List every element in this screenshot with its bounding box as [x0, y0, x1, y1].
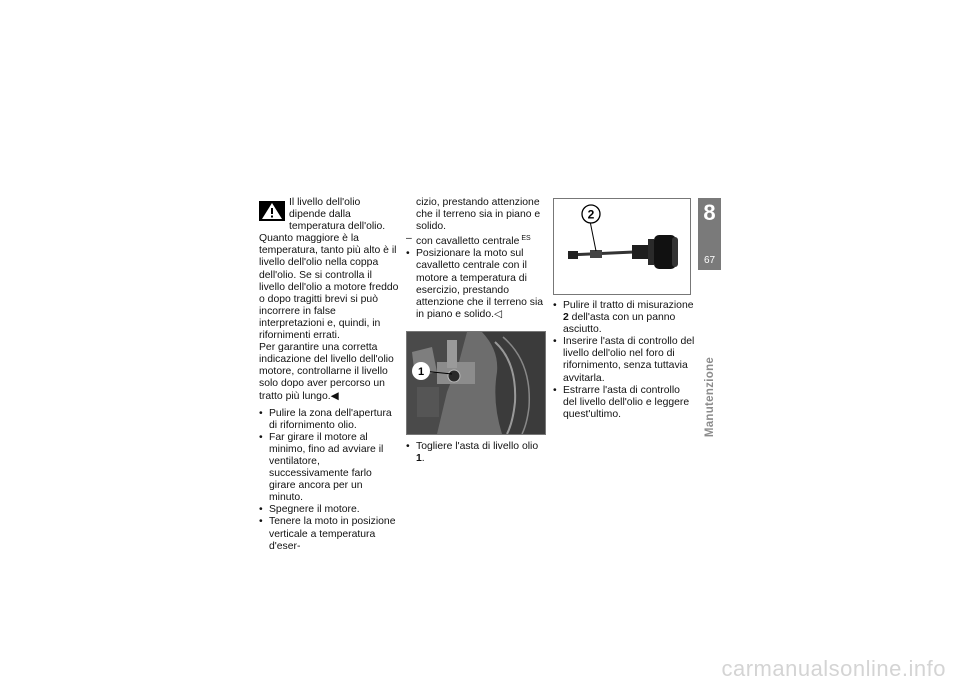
list-item-text: Pulire il tratto di misurazione — [563, 300, 694, 311]
figure-dipstick-location — [406, 331, 546, 435]
end-mark: ◁ — [494, 308, 502, 320]
list-item-text: Inserire l'asta di controllo del livello dell'olio nel foro di rifornimento, senza tuttavia avvitarla. — [563, 336, 695, 384]
list-item-text: Estrarre l'asta di controllo del livello dell'olio e leggere quest'ultimo. — [563, 384, 690, 420]
engine-illustration — [407, 332, 545, 434]
list-item — [553, 336, 695, 384]
figure-dipstick — [553, 198, 691, 295]
list-item: • Pulire la zona dell'apertura di rifornimento olio. — [259, 408, 399, 432]
warning-block — [259, 197, 399, 342]
list-item — [553, 300, 695, 336]
chapter-title-text: Manutenzione — [703, 356, 716, 438]
paragraph-2-text: Per garantire una corretta indicazione del livello dell'olio motore, controllarne il livello solo dopo aver percorso un tratto più lungo. — [259, 342, 394, 402]
paragraph-2 — [259, 342, 399, 402]
bullet-list-4 — [553, 300, 695, 421]
reference-number: 2 — [563, 312, 569, 324]
column-3 — [553, 300, 695, 421]
warning-icon — [259, 201, 285, 221]
dash-item-text: con cavalletto centrale — [416, 236, 520, 248]
chapter-title — [697, 357, 723, 437]
bullet-list-3 — [406, 441, 546, 465]
column-1 — [259, 197, 399, 553]
list-item-text: Togliere l'asta di livello olio — [416, 440, 539, 452]
column-2 — [406, 197, 546, 465]
list-item: • Tenere la moto in posizione verticale a temperatura d'eser- — [259, 516, 399, 552]
bullet-list-1 — [259, 408, 399, 553]
list-item-text: Posizionare la moto sul cavalletto centrale con il motore a temperatura di esercizio, prestando attenzione che il terreno sia in piano e solido. — [416, 248, 544, 320]
continuation-text: cizio, prestando attenzione che il terreno sia in piano e solido. — [416, 197, 541, 233]
dash-item — [406, 233, 546, 248]
warning-heading: Il livello dell'olio dipende dalla temperatura dell'olio. — [289, 197, 386, 233]
dipstick-illustration — [554, 199, 690, 294]
list-item — [406, 248, 546, 321]
end-mark: ◀ — [330, 390, 339, 402]
figure-label-2: 2 — [587, 207, 595, 222]
bullet-list-2 — [406, 248, 546, 321]
watermark: carmanualsonline.info — [721, 655, 946, 681]
list-item-punct: . — [421, 453, 425, 465]
dash-item-sup: ES — [521, 235, 531, 243]
list-item — [553, 385, 695, 421]
list-item — [406, 441, 546, 465]
reference-number: 1 — [416, 453, 422, 465]
warning-body: Quanto maggiore è la temperatura, tanto più alto è il livello dell'olio nella coppa dell'olio. Se si controlla il livello dell'olio a motore freddo o dopo tragitti brevi si può incorrere in false interpretazioni e, quindi, in rifornimenti errati. — [259, 233, 399, 342]
figure-label-1: 1 — [417, 365, 425, 378]
list-item-rest: dell'asta con un panno asciutto. — [563, 312, 676, 336]
list-item: • Spegnere il motore. — [259, 504, 399, 516]
chapter-number: 8 — [703, 200, 716, 225]
page-number: 67 — [703, 255, 716, 266]
list-item: • Far girare il motore al minimo, fino ad avviare il ventilatore, successivamente farlo girare ancora per un minuto. — [259, 432, 399, 505]
